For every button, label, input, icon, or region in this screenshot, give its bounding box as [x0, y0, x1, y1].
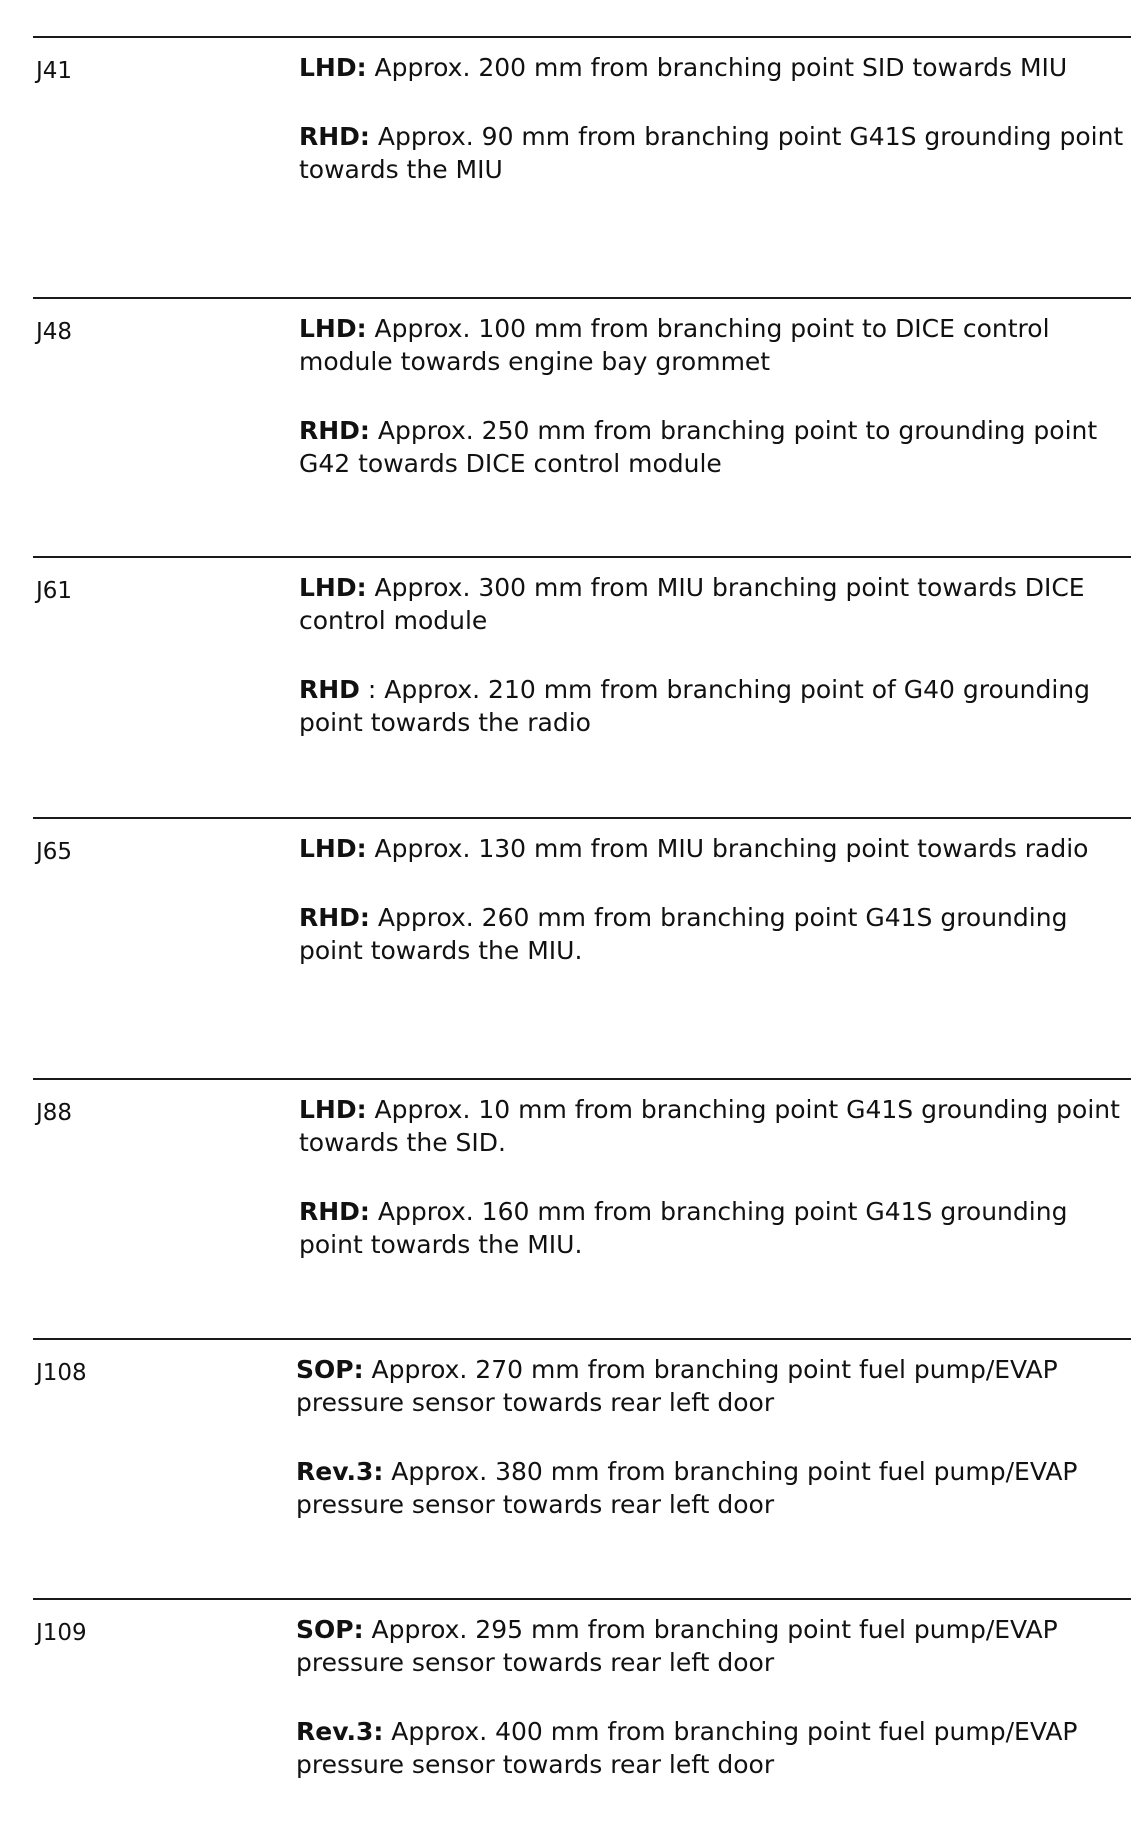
entry: [299, 414, 1129, 480]
entry-text: Approx. 380 mm from branching point fuel pump/EVAP pressure sensor towards rear left door: [296, 1457, 1078, 1519]
location-description: [299, 312, 1129, 516]
location-description: [299, 571, 1129, 775]
table-row: [33, 556, 1131, 737]
entry-text: Approx. 160 mm from branching point G41S grounding point towards the MIU.: [299, 1197, 1068, 1259]
entry: [299, 312, 1129, 378]
entry-label: LHD:: [299, 1095, 367, 1124]
entry-text: Approx. 250 mm from branching point to grounding point G42 towards DICE control module: [299, 416, 1098, 478]
entry: [299, 901, 1129, 967]
entry: [299, 1093, 1129, 1159]
junction-code: J109: [36, 1620, 87, 1646]
junction-code: J88: [36, 1100, 73, 1126]
entry: [299, 673, 1129, 739]
table-row: [33, 1078, 1131, 1259]
entry-text: Approx. 200 mm from branching point SID towards MIU: [366, 53, 1068, 82]
entry: [296, 1613, 1126, 1679]
table-row: [33, 36, 1131, 184]
table-row: [33, 817, 1131, 965]
location-description: [296, 1613, 1126, 1817]
location-description: [296, 1353, 1126, 1557]
entry-label: LHD:: [299, 53, 367, 82]
table-row: [33, 297, 1131, 478]
entry: [299, 571, 1129, 637]
junction-code: J65: [36, 839, 73, 865]
table-row: [33, 1338, 1131, 1519]
entry-text: Approx. 130 mm from MIU branching point towards radio: [366, 834, 1089, 863]
entry: [296, 1715, 1126, 1781]
entry-label: LHD:: [299, 573, 367, 602]
entry-label: RHD:: [299, 416, 370, 445]
entry-label: RHD:: [299, 903, 370, 932]
entry-label: RHD:: [299, 122, 370, 151]
entry: [299, 832, 1129, 865]
entry-text: Approx. 300 mm from MIU branching point towards DICE control module: [299, 573, 1085, 635]
entry: [299, 51, 1129, 84]
junction-code: J41: [36, 58, 73, 84]
entry-text: Approx. 100 mm from branching point to DICE control module towards engine bay grommet: [299, 314, 1050, 376]
entry-text: Approx. 400 mm from branching point fuel pump/EVAP pressure sensor towards rear left door: [296, 1717, 1078, 1779]
entry-label: LHD:: [299, 834, 367, 863]
entry-text: Approx. 260 mm from branching point G41S grounding point towards the MIU.: [299, 903, 1068, 965]
junction-code: J48: [36, 319, 73, 345]
entry-label: RHD:: [299, 1197, 370, 1226]
entry-label: SOP:: [296, 1355, 364, 1384]
location-description: [299, 832, 1129, 1003]
entry-text: Approx. 295 mm from branching point fuel pump/EVAP pressure sensor towards rear left door: [296, 1615, 1058, 1677]
entry: [296, 1455, 1126, 1521]
location-description: [299, 1093, 1129, 1297]
entry-label: Rev.3:: [296, 1457, 384, 1486]
table-row: [33, 1598, 1131, 1779]
entry-label: SOP:: [296, 1615, 364, 1644]
junction-code: J61: [36, 578, 73, 604]
entry: [296, 1353, 1126, 1419]
entry-text: : Approx. 210 mm from branching point of G40 grounding point towards the radio: [299, 675, 1090, 737]
entry-text: Approx. 90 mm from branching point G41S grounding point towards the MIU: [299, 122, 1124, 184]
entry-text: Approx. 10 mm from branching point G41S grounding point towards the SID.: [299, 1095, 1120, 1157]
junction-code: J108: [36, 1360, 87, 1386]
entry-label: LHD:: [299, 314, 367, 343]
entry: [299, 1195, 1129, 1261]
location-description: [299, 51, 1129, 222]
entry-text: Approx. 270 mm from branching point fuel pump/EVAP pressure sensor towards rear left door: [296, 1355, 1058, 1417]
entry-label: RHD: [299, 675, 360, 704]
entry-label: Rev.3:: [296, 1717, 384, 1746]
entry: [299, 120, 1129, 186]
